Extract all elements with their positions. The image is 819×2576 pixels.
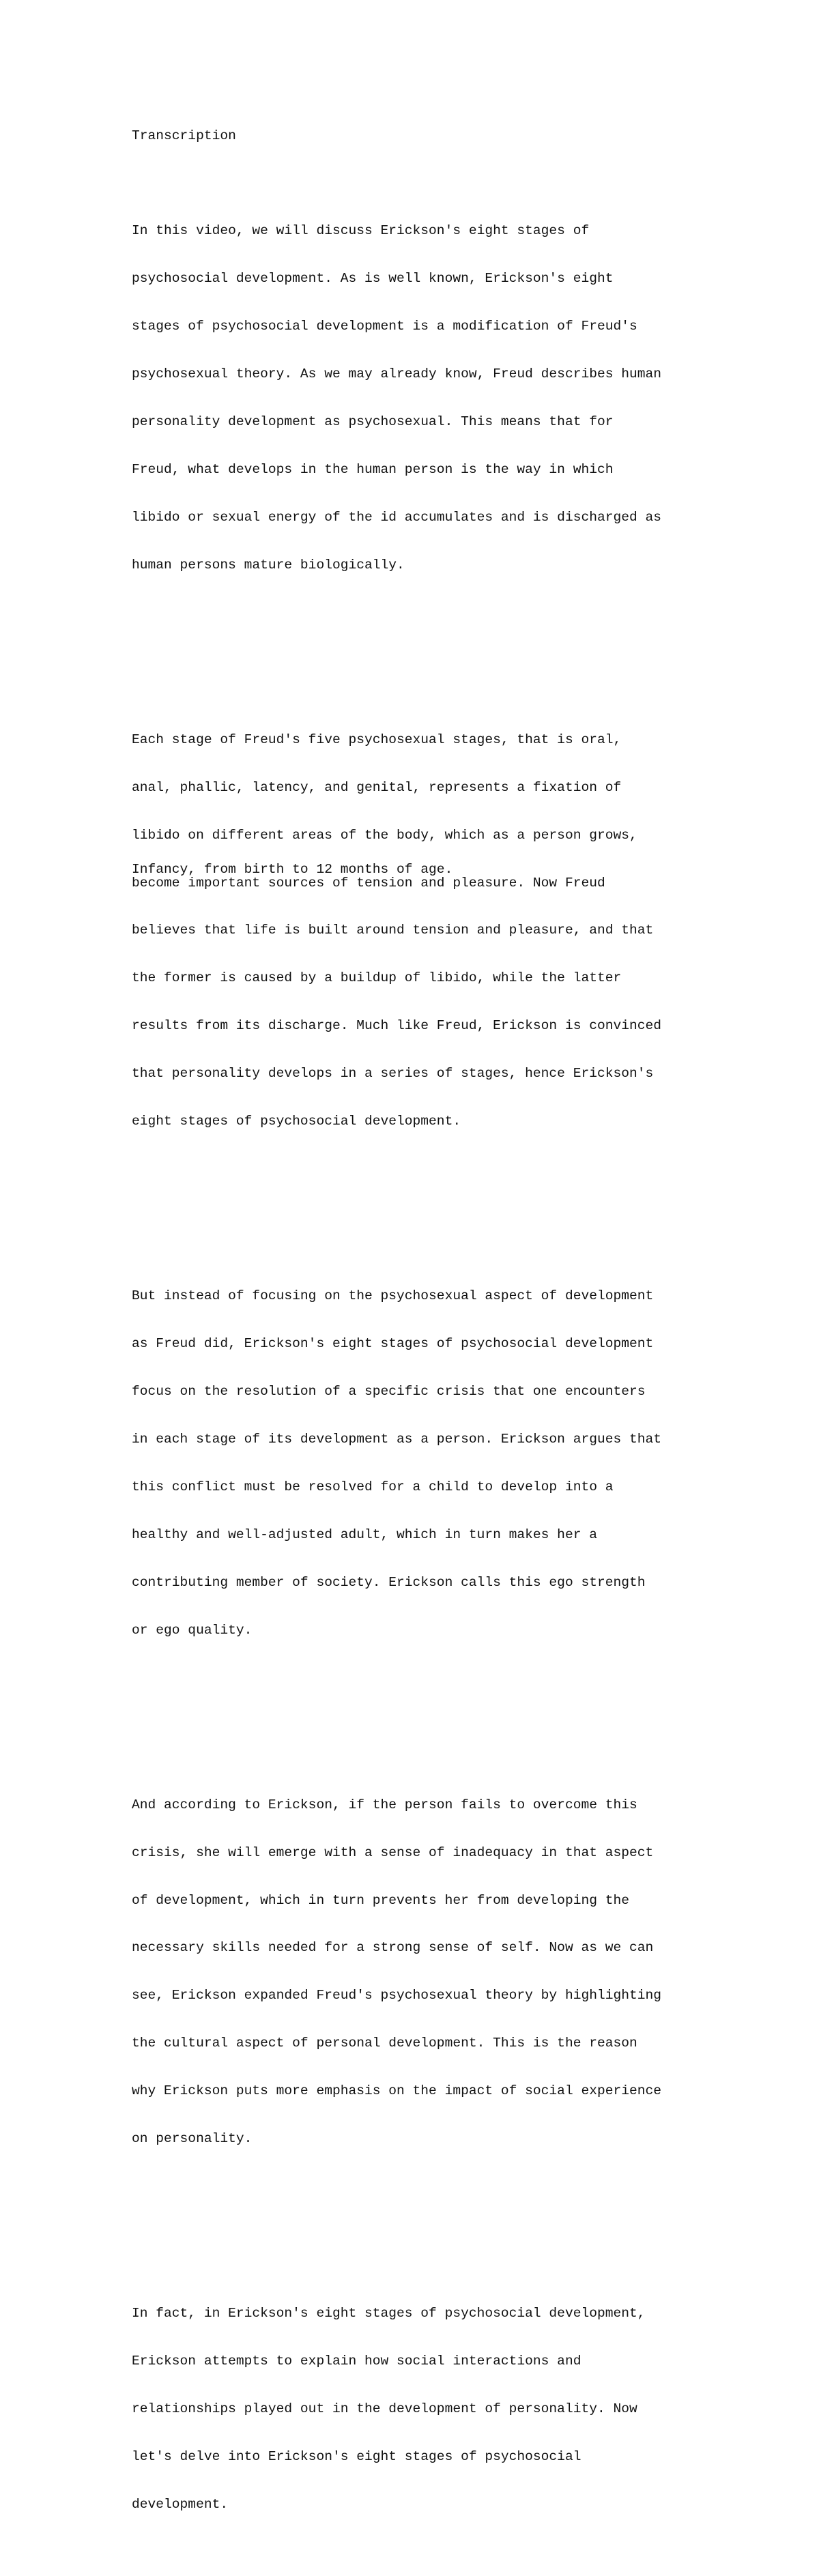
paragraph-line: the former is caused by a buildup of libido, while the latter	[132, 970, 622, 986]
paragraph-line: or ego quality.	[132, 1622, 253, 1638]
paragraph-line: eight stages of psychosocial development.	[132, 1114, 461, 1129]
paragraph-4	[132, 1765, 787, 2179]
paragraph-2	[132, 700, 787, 1161]
transcription-body	[132, 96, 787, 2576]
paragraph-line: in each stage of its development as a person. Erickson argues that	[132, 1431, 662, 1447]
paragraph-line: libido or sexual energy of the id accumulates and is discharged as	[132, 509, 662, 525]
document-heading: Transcription	[132, 128, 236, 143]
paragraph-line: let's delve into Erickson's eight stages of psychosocial	[132, 2448, 581, 2464]
paragraph-line: focus on the resolution of a specific crisis that one encounters	[132, 1384, 646, 1400]
paragraph-line: that personality develops in a series of stages, hence Erickson's	[132, 1066, 654, 1082]
paragraph-line: And according to Erickson, if the person fails to overcome this	[132, 1797, 637, 1812]
paragraph-line: as Freud did, Erickson's eight stages of psychosocial development	[132, 1336, 654, 1352]
paragraph-5	[132, 2274, 787, 2545]
paragraph-line: In fact, in Erickson's eight stages of psychosocial development,	[132, 2306, 646, 2321]
paragraph-gap	[132, 2210, 787, 2226]
paragraph-line: Erickson attempts to explain how social interactions and	[132, 2354, 581, 2369]
paragraph-line: why Erickson puts more emphasis on the impact of social experience	[132, 2083, 662, 2099]
paragraph-line: become important sources of tension and pleasure. Now Freud	[132, 875, 605, 891]
paragraph-line: Freud, what develops in the human person is the way in which	[132, 461, 614, 477]
paragraph-line: of development, which in turn prevents her from developing the	[132, 1892, 630, 1908]
paragraph-line: psychosocial development. As is well known, Erickson's eight	[132, 271, 614, 287]
paragraph-line: contributing member of society. Erickson calls this ego strength	[132, 1574, 646, 1590]
paragraph-line: libido on different areas of the body, which as a person grows,	[132, 827, 637, 843]
paragraph-line: psychosexual theory. As we may already know, Freud describes human	[132, 366, 662, 382]
paragraph-gap	[132, 1702, 787, 1718]
paragraph-line: believes that life is built around tension and pleasure, and that	[132, 923, 654, 938]
paragraph-line: healthy and well-adjusted adult, which in turn makes her a	[132, 1526, 597, 1542]
paragraph-line: see, Erickson expanded Freud's psychosexual theory by highlighting	[132, 1988, 662, 2003]
paragraph-gap	[132, 637, 787, 652]
paragraph-line: the cultural aspect of personal development. This is the reason	[132, 2036, 637, 2051]
paragraph-1	[132, 192, 787, 605]
paragraph-3	[132, 1257, 787, 1670]
paragraph-line: personality development as psychosexual. This means that for	[132, 414, 614, 429]
paragraph-line: Each stage of Freud's five psychosexual stages, that is oral,	[132, 732, 622, 747]
paragraph-line: crisis, she will emerge with a sense of inadequacy in that aspect	[132, 1844, 654, 1860]
paragraph-line: necessary skills needed for a strong sense of self. Now as we can	[132, 1940, 654, 1956]
section-heading-infancy: Infancy, from birth to 12 months of age.	[132, 862, 453, 877]
paragraph-line: stages of psychosocial development is a modification of Freud's	[132, 319, 637, 334]
paragraph-line: on personality.	[132, 2131, 253, 2146]
paragraph-line: results from its discharge. Much like Freud, Erickson is convinced	[132, 1018, 662, 1034]
paragraph-line: relationships played out in the development of personality. Now	[132, 2401, 637, 2417]
paragraph-gap	[132, 1193, 787, 1209]
paragraph-line: development.	[132, 2496, 229, 2512]
paragraph-line: human persons mature biologically.	[132, 557, 405, 573]
paragraph-line: But instead of focusing on the psychosexual aspect of development	[132, 1288, 654, 1304]
paragraph-line: In this video, we will discuss Erickson's eight stages of	[132, 223, 590, 239]
paragraph-line: anal, phallic, latency, and genital, represents a fixation of	[132, 779, 622, 795]
paragraph-line: this conflict must be resolved for a child to develop into a	[132, 1479, 614, 1494]
